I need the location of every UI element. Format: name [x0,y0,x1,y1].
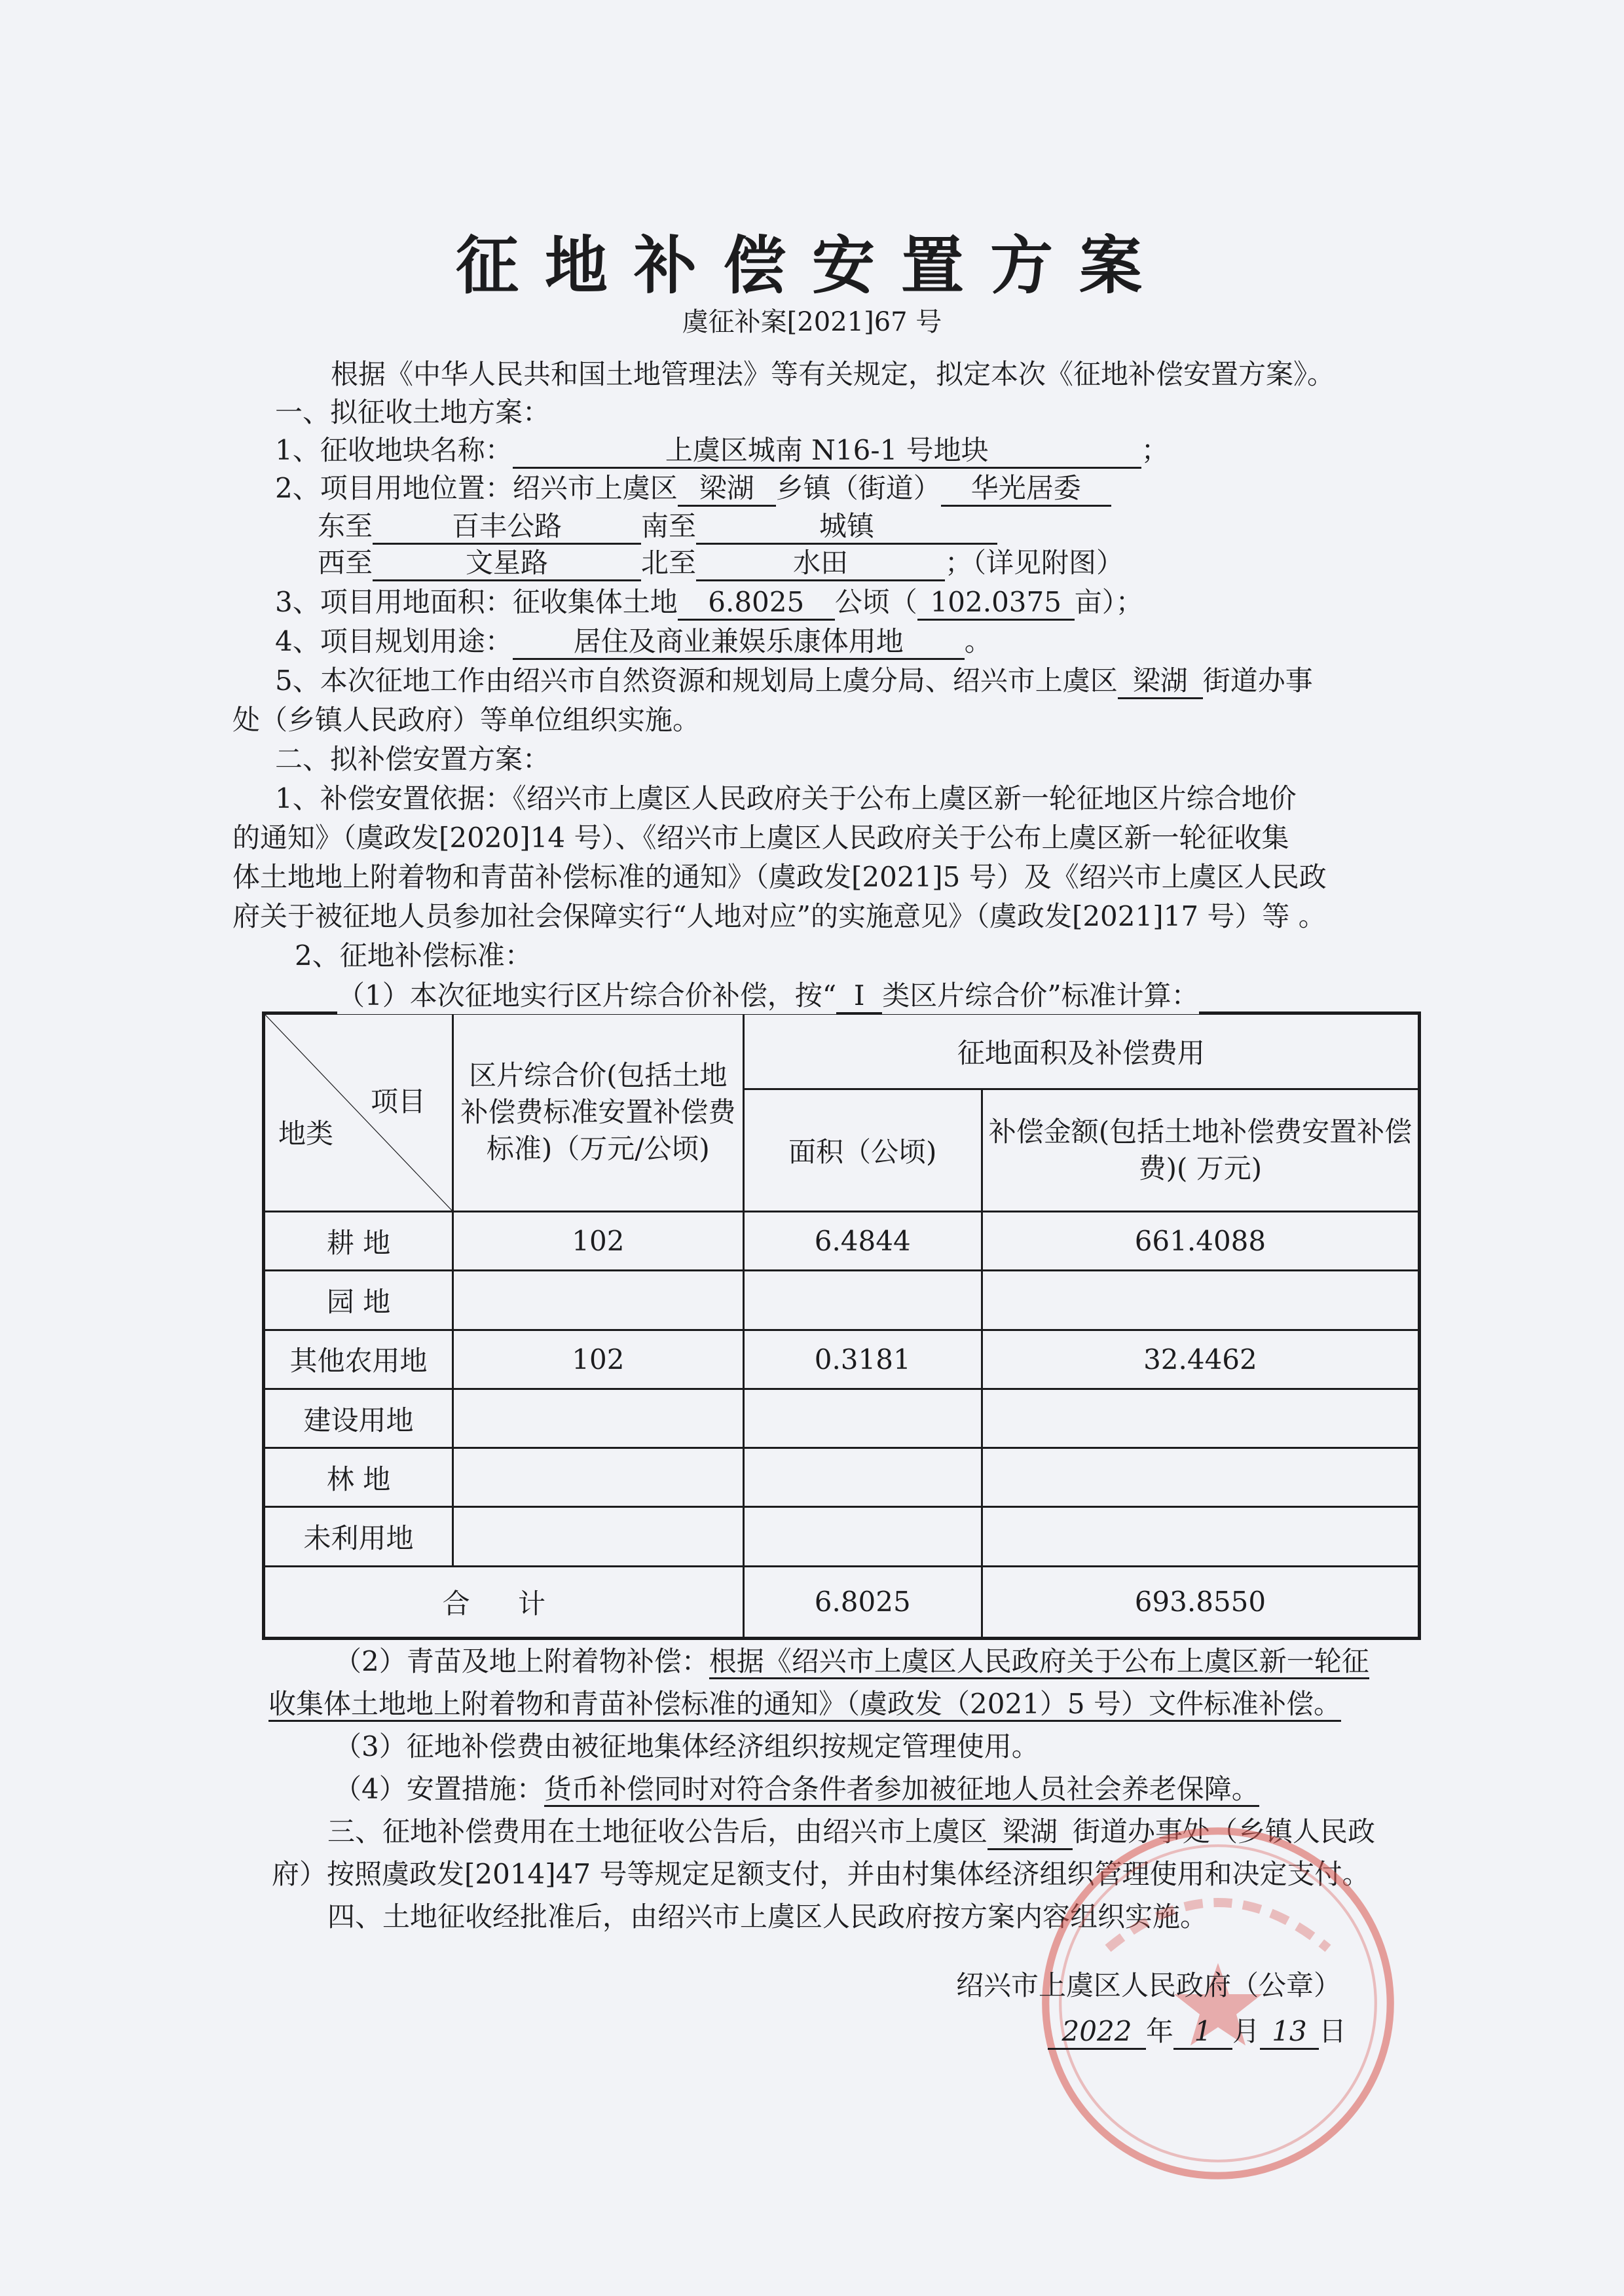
price-header: 区片综合价(包括土地补偿费标准安置补偿费标准)（万元/公顷) [453,1013,744,1212]
crops-text-b: 收集体土地地上附着物和青苗补偿标准的通知》（虞政发（2021）5 号）文件标准补偿。 [268,1688,1341,1722]
part1-heading: 一、拟征收土地方案： [275,396,551,428]
row-price [453,1507,744,1566]
row-area [743,1389,982,1448]
location-label: 2、项目用地位置：绍兴市上虞区 [275,472,678,504]
part3-town: 梁湖 [987,1815,1073,1850]
crops-line-1 [334,1643,1369,1680]
south-boundary: 城镇 [696,510,997,545]
west-boundary: 文星路 [373,547,641,581]
row-area [743,1507,982,1566]
table-row [264,1211,1420,1270]
area-hectare: 6.8025 [678,586,835,621]
row-price [453,1389,744,1448]
district-class: I [836,979,882,1014]
north-label: 北至 [641,547,697,579]
row-category: 耕 地 [264,1211,453,1270]
row-area [743,1448,982,1507]
table-total-row [264,1566,1420,1638]
document-number: 虞征补案[2021]67 号 [682,307,942,337]
row-category: 林 地 [264,1448,453,1507]
location-town: 梁湖 [678,472,776,507]
total-amount: 693.8550 [982,1566,1419,1638]
issuer-name: 绍兴市上虞区人民政府（公章） [956,1969,1342,2001]
document-title: 征地补偿安置方案 [456,229,1168,302]
row-amount [982,1507,1419,1566]
crops-text-a: 根据《绍兴市上虞区人民政府关于公布上虞区新一轮征 [709,1645,1369,1679]
use-label: 4、项目规划用途： [275,625,513,657]
standard-class-line: （1）本次征地实行区片综合价补偿，按“ I 类区片综合价”标准计算： [337,979,1199,1014]
part4-line: 四、土地征收经批准后，由绍兴市上虞区人民政府按方案内容组织实施。 [327,1901,1208,1933]
table-row [264,1448,1420,1507]
crops-line-2 [268,1686,1341,1722]
row-amount [982,1389,1419,1448]
row-price: 102 [453,1330,744,1389]
signature-year: 2022 [1048,2015,1146,2050]
east-label: 东至 [318,510,373,542]
plot-label: 1、征收地块名称： [275,434,513,466]
boundary-east-south [318,508,997,545]
part2-heading: 二、拟补偿安置方案： [275,743,551,775]
area-line [275,584,1143,621]
area-mu: 102.0375 [917,586,1075,621]
part3-line-1: 三、征地补偿费用在土地征收公告后，由绍兴市上虞区 梁湖 街道办事处（乡镇人民政 [327,1813,1375,1850]
plot-name: 上虞区城南 N16-1 号地块 [513,434,1141,469]
row-category: 建设用地 [264,1389,453,1448]
part3-line-2: 府）按照虞政发[2014]47 号等规定足额支付，并由村集体经济组织管理使用和决定支付。 [272,1858,1370,1890]
north-boundary: 水田 [696,547,945,581]
table-row [264,1330,1420,1389]
row-price [453,1271,744,1330]
east-boundary: 百丰公路 [373,510,641,545]
table-corner-cell [264,1013,453,1212]
org-text: 5、本次征地工作由绍兴市自然资源和规划局上虞分局、绍兴市上虞区 [275,665,1118,697]
boundary-west-north [318,545,1124,581]
planned-use: 居住及商业兼娱乐康体用地 [513,625,965,660]
compensation-table [262,1011,1421,1640]
row-category: 其他农用地 [264,1330,453,1389]
use-line: 4、项目规划用途： 居住及商业兼娱乐康体用地 。 [275,623,992,660]
row-amount [982,1448,1419,1507]
row-price: 102 [453,1211,744,1270]
location-line [275,470,1111,507]
row-area [743,1271,982,1330]
amount-header: 补偿金额(包括土地补偿费安置补偿费)( 万元) [982,1089,1419,1211]
row-price [453,1448,744,1507]
table-row [264,1389,1420,1448]
west-label: 西至 [318,547,373,579]
org-town: 梁湖 [1118,665,1203,699]
crops-label: （2）青苗及地上附着物补偿： [334,1645,709,1677]
signature-day: 13 [1260,2015,1319,2050]
total-label: 合 计 [264,1566,744,1638]
resettle-line [334,1771,1259,1808]
location-town-label: 乡镇（街道） [775,472,941,504]
row-amount: 32.4462 [982,1330,1419,1389]
fee-use-line: （3）征地补偿费由被征地集体经济组织按规定管理使用。 [334,1730,1039,1762]
signature-month: 1 [1173,2015,1232,2050]
south-label: 南至 [641,510,697,542]
basis-line-1: 1、补偿安置依据：《绍兴市上虞区人民政府关于公布上虞区新一轮征地区片综合地价 [275,782,1297,814]
intro-text: 根据《中华人民共和国土地管理法》等有关规定，拟定本次《征地补偿安置方案》。 [331,358,1335,390]
row-category: 园 地 [264,1271,453,1330]
row-area: 6.4844 [743,1211,982,1270]
area-header: 面积（公顷) [743,1089,982,1211]
basis-line-4: 府关于被征地人员参加社会保障实行“人地对应”的实施意见》（虞政发[2021]17 号）等 。 [232,900,1326,932]
table-row [264,1507,1420,1566]
plot-line: 1、征收地块名称： 上虞区城南 N16-1 号地块 ； [275,432,1169,469]
resettle-text: 货币补偿同时对符合条件者参加被征地人员社会养老保障。 [544,1773,1259,1807]
basis-line-2: 的通知》（虞政发[2020]14 号）、《绍兴市上虞区人民政府关于公布上虞区新一轮征收集 [232,822,1289,854]
resettle-label: （4）安置措施： [334,1773,544,1805]
group-header: 征地面积及补偿费用 [743,1013,1419,1089]
org-text-b: 街道办事 [1202,665,1313,697]
standard-heading: 2、征地补偿标准： [295,939,532,972]
basis-line-3: 体土地地上附着物和青苗补偿标准的通知》（虞政发[2021]5 号）及《绍兴市上虞区人民政 [232,861,1327,893]
row-amount [982,1271,1419,1330]
org-line [275,663,1313,699]
corner-category-label: 地类 [278,1117,334,1150]
signature-date: 2022 年 1 月 13 日 [1048,2010,1346,2050]
location-village: 华光居委 [941,472,1111,507]
row-area: 0.3181 [743,1330,982,1389]
total-area: 6.8025 [743,1566,982,1638]
org-line-2: 处（乡镇人民政府）等单位组织实施。 [232,704,701,736]
see-map-note: ；（详见附图） [945,547,1124,579]
row-amount: 661.4088 [982,1211,1419,1270]
row-category: 未利用地 [264,1507,453,1566]
mu-unit: 亩）； [1074,586,1143,618]
area-label: 3、项目用地面积：征收集体土地 [275,586,678,618]
corner-item-label: 项目 [371,1085,426,1118]
table-row [264,1271,1420,1330]
hectare-unit: 公顷（ [834,586,917,618]
